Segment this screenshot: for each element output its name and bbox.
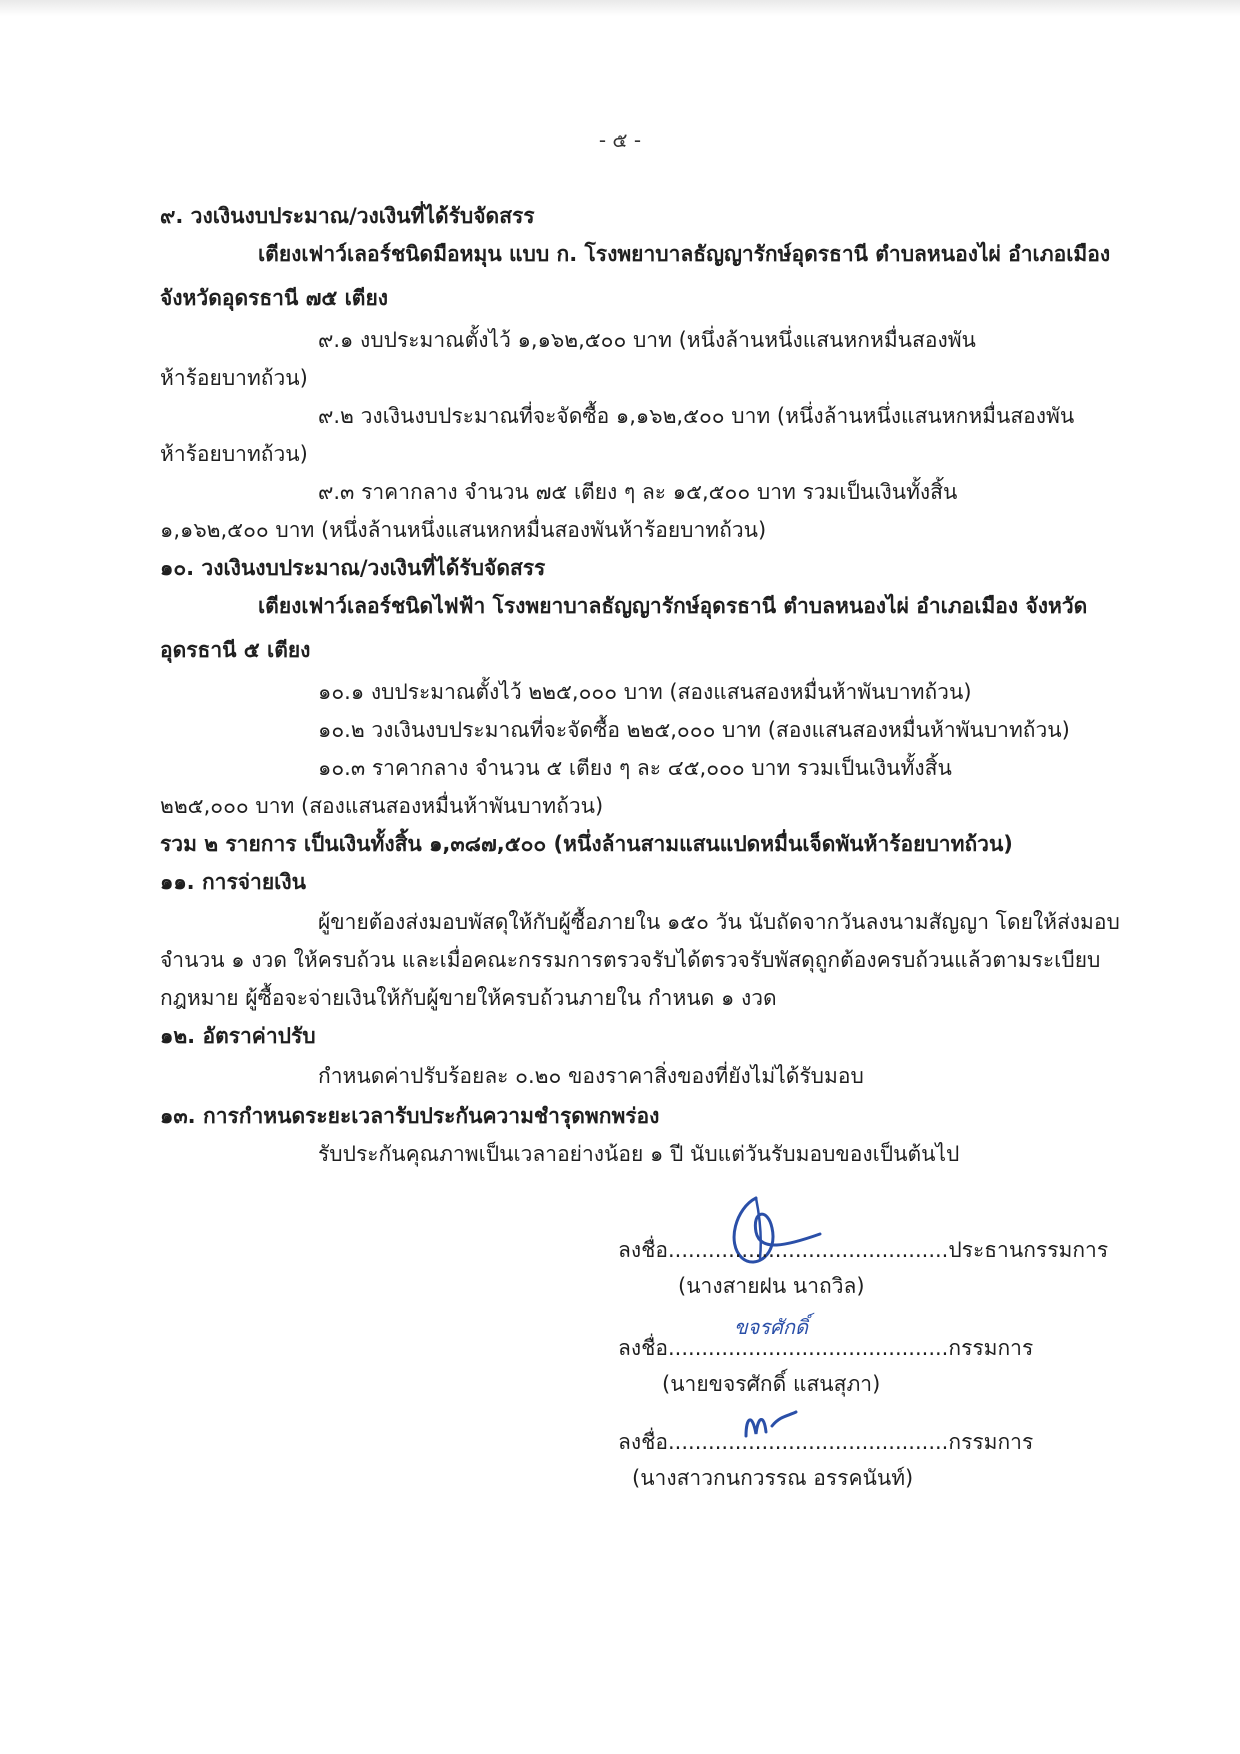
section9-1-line2: ห้าร้อยบาทถ้วน)	[160, 366, 308, 390]
scan-edge	[0, 0, 1240, 16]
section13-heading: ๑๓. การกำหนดระยะเวลารับประกันความชำรุดพกพร่อง	[160, 1104, 660, 1128]
signature-member1-name: (นายขจรศักดิ์ แสนสุภา)	[662, 1372, 881, 1396]
section10-2: ๑๐.๒ วงเงินงบประมาณที่จะจัดซื้อ ๒๒๕,๐๐๐ บาท (สองแสนสองหมื่นห้าพันบาทถ้วน)	[318, 718, 1070, 742]
section11-heading: ๑๑. การจ่ายเงิน	[160, 870, 306, 894]
section12-heading: ๑๒. อัตราค่าปรับ	[160, 1024, 316, 1048]
page-number: - ๕ -	[598, 128, 642, 152]
signature-member1-line: ลงชื่อ..........................................กรรมการ	[618, 1336, 1034, 1360]
section9-item-line2: จังหวัดอุดรธานี ๗๕ เตียง	[160, 286, 389, 310]
section9-3-line2: ๑,๑๖๒,๕๐๐ บาท (หนึ่งล้านหนึ่งแสนหกหมื่นสองพันห้าร้อยบาทถ้วน)	[160, 518, 767, 542]
section9-heading: ๙. วงเงินงบประมาณ/วงเงินที่ได้รับจัดสรร	[160, 204, 535, 228]
signature-member1-handwriting: ขจรศักดิ์	[734, 1315, 808, 1339]
section10-1: ๑๐.๑ งบประมาณตั้งไว้ ๒๒๕,๐๐๐ บาท (สองแสนสองหมื่นห้าพันบาทถ้วน)	[318, 680, 972, 704]
signature-chairman-name: (นางสายฝน นาถวิล)	[678, 1274, 865, 1298]
signature-member2-name: (นางสาวกนกวรรณ อรรคนันท์)	[632, 1466, 914, 1490]
section9-2-line2: ห้าร้อยบาทถ้วน)	[160, 442, 308, 466]
section11-line3: กฎหมาย ผู้ซื้อจะจ่ายเงินให้กับผู้ขายให้ครบถ้วนภายใน กำหนด ๑ งวด	[160, 986, 777, 1010]
section10-item-line2: อุดรธานี ๕ เตียง	[160, 638, 311, 662]
section9-item-line1: เตียงเฟาว์เลอร์ชนิดมือหมุน แบบ ก. โรงพยาบาลธัญญารักษ์อุดรธานี ตำบลหนองไผ่ อำเภอเมือง	[258, 242, 1111, 266]
section11-line1: ผู้ขายต้องส่งมอบพัสดุให้กับผู้ซื้อภายใน ๑๕๐ วัน นับถัดจากวันลงนามสัญญา โดยให้ส่งมอบ	[318, 910, 1120, 934]
section9-3-line1: ๙.๓ ราคากลาง จำนวน ๗๕ เตียง ๆ ละ ๑๕,๕๐๐ บาท รวมเป็นเงินทั้งสิ้น	[318, 480, 958, 504]
grand-total: รวม ๒ รายการ เป็นเงินทั้งสิ้น ๑,๓๘๗,๕๐๐ (หนึ่งล้านสามแสนแปดหมื่นเจ็ดพันห้าร้อยบาทถ้วน)	[160, 832, 1013, 856]
section10-heading: ๑๐. วงเงินงบประมาณ/วงเงินที่ได้รับจัดสรร	[160, 556, 546, 580]
section9-2-line1: ๙.๒ วงเงินงบประมาณที่จะจัดซื้อ ๑,๑๖๒,๕๐๐ บาท (หนึ่งล้านหนึ่งแสนหกหมื่นสองพัน	[318, 404, 1075, 428]
section9-1-line1: ๙.๑ งบประมาณตั้งไว้ ๑,๑๖๒,๕๐๐ บาท (หนึ่งล้านหนึ่งแสนหกหมื่นสองพัน	[318, 328, 976, 352]
section13-line1: รับประกันคุณภาพเป็นเวลาอย่างน้อย ๑ ปี นับแต่วันรับมอบของเป็นต้นไป	[318, 1142, 960, 1166]
section11-line2: จำนวน ๑ งวด ให้ครบถ้วน และเมื่อคณะกรรมการตรวจรับได้ตรวจรับพัสดุถูกต้องครบถ้วนแล้วตามระเบียบ	[160, 948, 1101, 972]
section12-line1: กำหนดค่าปรับร้อยละ ๐.๒๐ ของราคาสิ่งของที่ยังไม่ได้รับมอบ	[318, 1064, 864, 1088]
signature-chairman-line: ลงชื่อ..........................................ประธานกรรมการ	[618, 1238, 1109, 1262]
section10-3-line2: ๒๒๕,๐๐๐ บาท (สองแสนสองหมื่นห้าพันบาทถ้วน)	[160, 794, 604, 818]
section10-3-line1: ๑๐.๓ ราคากลาง จำนวน ๕ เตียง ๆ ละ ๔๕,๐๐๐ บาท รวมเป็นเงินทั้งสิ้น	[318, 756, 952, 780]
section10-item-line1: เตียงเฟาว์เลอร์ชนิดไฟฟ้า โรงพยาบาลธัญญารักษ์อุดรธานี ตำบลหนองไผ่ อำเภอเมือง จังหวัด	[258, 594, 1088, 618]
signature-member2-line: ลงชื่อ..........................................กรรมการ	[618, 1430, 1034, 1454]
